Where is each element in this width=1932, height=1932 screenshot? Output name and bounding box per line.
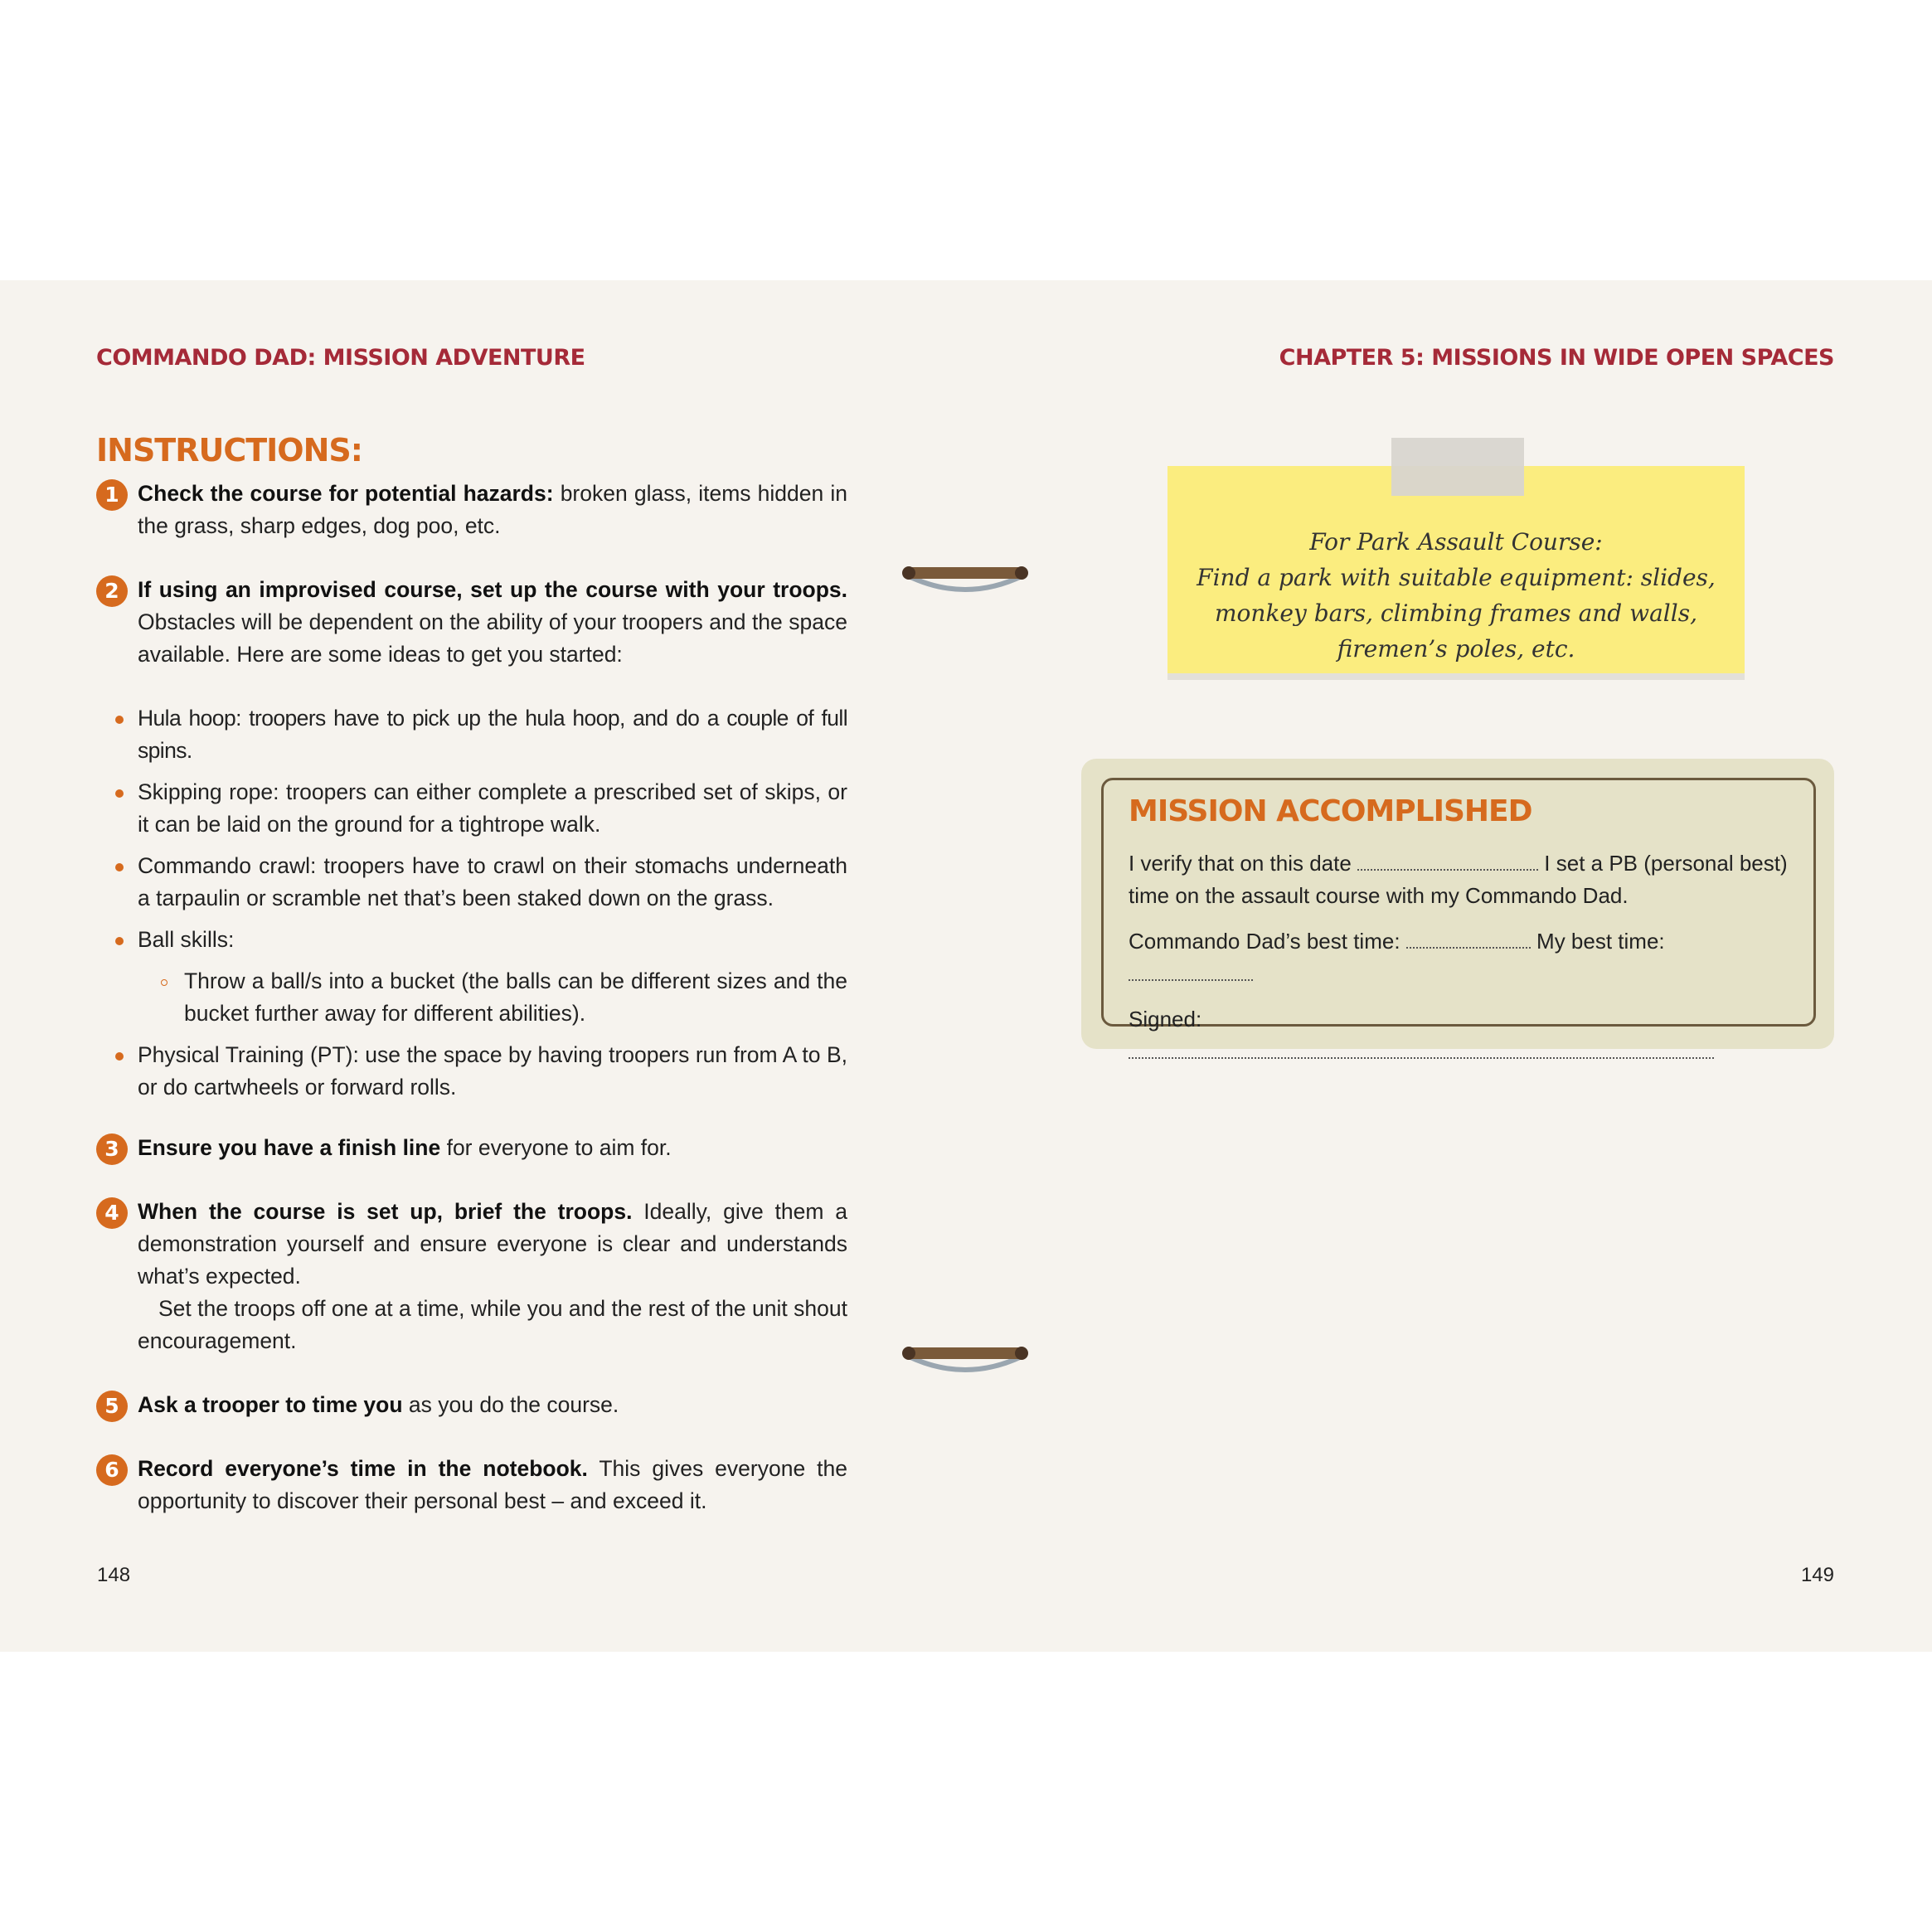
running-head-right: CHAPTER 5: MISSIONS IN WIDE OPEN SPACES [1279,345,1834,371]
step-3 [96,1132,847,1164]
step-text: for everyone to aim for. [440,1135,672,1160]
running-head-left: COMMANDO DAD: MISSION ADVENTURE [96,345,585,371]
times-row [1129,925,1789,990]
note-line-1: For Park Assault Course: [1309,528,1603,556]
binder-ring-icon [899,1341,1032,1382]
instructions-column [96,430,847,1517]
step-number-badge: 2 [96,575,128,607]
binder-ring-icon [899,561,1032,602]
verify-text-start: I verify that on this date [1129,851,1352,876]
sticky-note-text [1169,524,1743,667]
step-text-continued: Set the troops off one at a time, while you and the rest of the unit shout encouragement. [138,1296,847,1353]
step-lead: Ask a trooper to time you [138,1392,403,1417]
instructions-heading: INSTRUCTIONS: [96,432,362,468]
step-1 [96,478,847,542]
date-field[interactable] [1357,852,1538,871]
list-item-label: Ball skills: [138,927,235,952]
dad-time-label: Commando Dad’s best time: [1129,929,1400,954]
step-number-badge: 1 [96,479,128,511]
signed-label: Signed: [1129,1007,1202,1032]
list-item: Skipping rope: troopers can either complete a prescribed set of skips, or it can be laid on the ground for a tightrope walk. [96,776,847,841]
step-lead: When the course is set up, brief the troops. [138,1199,633,1224]
list-item: Commando crawl: troopers have to crawl on their stomachs underneath a tarpaulin or scramble net that’s been staked down on the grass. [96,850,847,915]
list-item: Physical Training (PT): use the space by having troopers run from A to B, or do cartwheels or forward rolls. [96,1039,847,1104]
step-lead: Ensure you have a finish line [138,1135,441,1160]
mission-form [1129,847,1789,1068]
list-item [96,924,847,1030]
step-number-badge: 3 [96,1133,128,1165]
sub-list-item: Throw a ball/s into a bucket (the balls can be different sizes and the bucket further away for different abilities). [96,965,847,1030]
step-number-badge: 5 [96,1391,128,1422]
step-number-badge: 4 [96,1197,128,1229]
step-text: broken glass, items hidden in the grass, sharp edges, dog poo, etc. [138,481,847,538]
step-6 [96,1453,847,1517]
my-time-field[interactable] [1129,963,1253,981]
verify-text-end: I set a PB (personal best) time on the assault course with my Commando Dad. [1129,851,1788,908]
note-line-2: Find a park with suitable equipment: slides, monkey bars, climbing frames and walls, firemen’s poles, etc. [1197,564,1716,663]
page-number-right: 149 [1800,1564,1834,1586]
step-2 [96,574,847,671]
list-item: Hula hoop: troopers have to pick up the hula hoop, and do a couple of full spins. [96,702,847,767]
verify-statement [1129,847,1789,912]
step-text: Obstacles will be dependent on the ability of your troopers and the space available. Here are some ideas to get you started: [138,609,847,667]
step-lead: If using an improvised course, set up the course with your troops. [138,577,847,602]
dad-time-field[interactable] [1406,930,1531,949]
ideas-list [96,702,847,1104]
mission-title: MISSION ACCOMPLISHED [1129,794,1532,828]
step-text: This gives everyone the opportunity to discover their personal best – and exceed it. [138,1456,847,1513]
tape-strip [1391,438,1524,496]
my-time-label: My best time: [1536,929,1665,954]
signature-field[interactable] [1129,1041,1714,1059]
step-lead: Record everyone’s time in the notebook. [138,1456,588,1481]
step-text: Ideally, give them a demonstration yourself and ensure everyone is clear and understands what’s expected. [138,1199,847,1289]
step-number-badge: 6 [96,1454,128,1486]
step-5 [96,1389,847,1421]
step-text: as you do the course. [402,1392,619,1417]
signed-row [1129,1003,1789,1068]
sub-list [138,965,847,1030]
page-number-left: 148 [97,1564,131,1586]
step-lead: Check the course for potential hazards: [138,481,554,506]
step-4 [96,1196,847,1357]
